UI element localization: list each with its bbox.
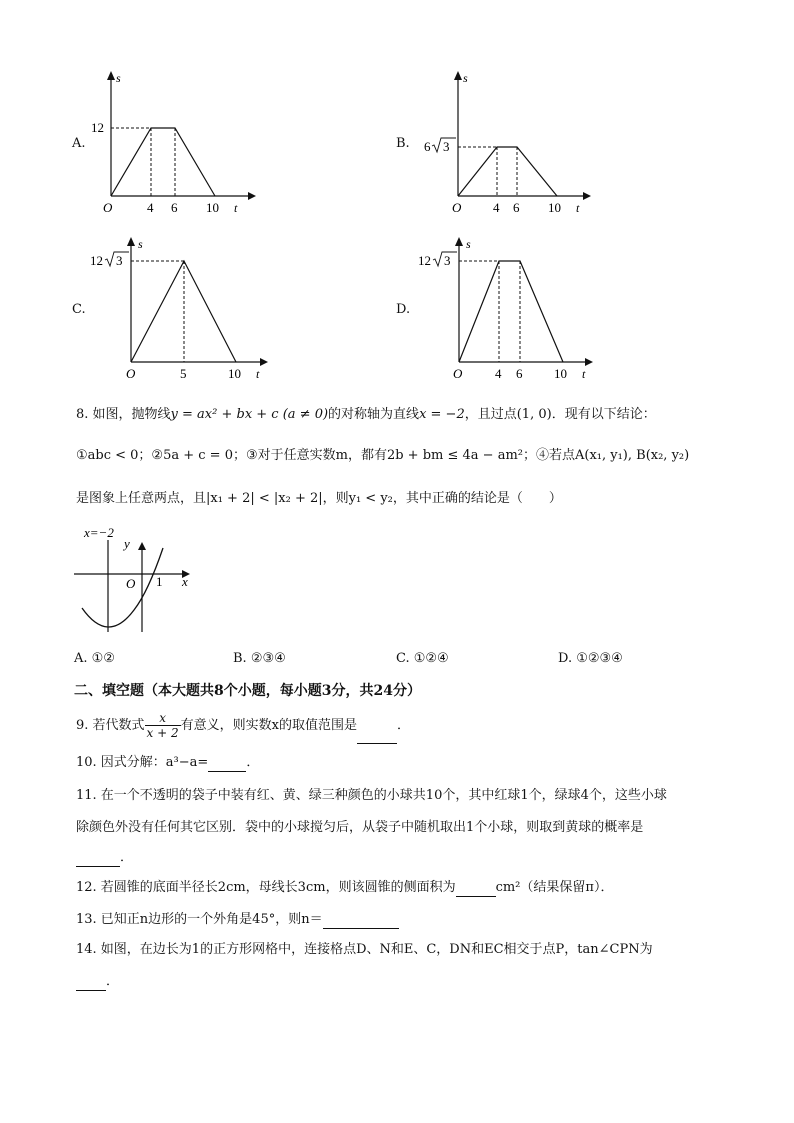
y-axis-label: s bbox=[138, 237, 143, 251]
tick-label: 10 bbox=[554, 366, 567, 381]
q12: 12. 若圆锥的底面半径长2cm，母线长3cm，则该圆锥的侧面积为 cm²（结果保留π）． bbox=[76, 880, 614, 895]
option-a-label: A. bbox=[72, 136, 86, 151]
tick-label: 4 bbox=[493, 200, 500, 215]
y-axis-label: y bbox=[124, 536, 130, 551]
tick-label: 10 bbox=[548, 200, 561, 215]
x-axis-label: x bbox=[182, 574, 188, 589]
q10-answer-blank[interactable] bbox=[208, 755, 246, 772]
q9: 9. 若代数式 $\frac{x}{x + 2}$ 有意义，则实数x的取值范围是 ． bbox=[76, 708, 410, 744]
section-2-title: 二、填空题（本大题共8个小题，每小题3分，共24分） bbox=[74, 683, 421, 699]
graph-option-b bbox=[418, 68, 593, 218]
q9-fraction: $\frac{x}{x + 2}$ bbox=[146, 711, 179, 740]
graph-option-c bbox=[88, 234, 273, 384]
y-axis-label: s bbox=[466, 237, 471, 251]
tick-label: 6 bbox=[171, 200, 178, 215]
q10: 10. 因式分解：a³−a= ． bbox=[76, 755, 260, 770]
q9-answer-blank[interactable] bbox=[357, 727, 397, 744]
s-max-coef: 6 bbox=[424, 139, 431, 154]
one-label: 1 bbox=[156, 574, 163, 589]
y-axis-label: s bbox=[463, 71, 468, 85]
origin-label: O bbox=[453, 366, 463, 381]
q11-line2: 除颜色外没有任何其它区别．袋中的小球搅匀后，从袋子中随机取出1个小球，则取到黄球的概率是 bbox=[76, 820, 644, 835]
tick-label: 6 bbox=[513, 200, 520, 215]
axis-of-symmetry-label: x=−2 bbox=[84, 525, 114, 540]
q13-answer-blank[interactable] bbox=[323, 912, 399, 929]
q8-option-b: B. ②③④ bbox=[233, 651, 286, 666]
s-max-coef: 12 bbox=[90, 253, 103, 268]
q14-line2: ． bbox=[76, 973, 119, 991]
x-axis-label: t bbox=[234, 201, 238, 215]
q8-line2: ①abc < 0；②5a + c = 0；③对于任意实数m，都有2b + bm ≤ 4a − am²；④若点A(x₁, y₁), B(x₂, y₂) bbox=[76, 448, 690, 463]
q8-option-a: A. ①② bbox=[74, 651, 115, 666]
option-d-label: D. bbox=[396, 302, 411, 317]
graph-option-a bbox=[88, 68, 258, 218]
q8-line1: 8. 如图，抛物线y = ax² + bx + c (a ≠ 0)的对称轴为直线x = −2，且过点(1, 0)．现有以下结论： bbox=[76, 407, 656, 422]
s-max-rad: 3 bbox=[444, 253, 451, 268]
q11-line3: ． bbox=[76, 849, 133, 867]
tick-label: 10 bbox=[206, 200, 219, 215]
origin-label: O bbox=[103, 200, 113, 215]
q8-option-c: C. ①②④ bbox=[396, 651, 449, 666]
option-c-label: C. bbox=[72, 302, 86, 317]
q11-answer-blank[interactable] bbox=[76, 850, 120, 867]
q11-line1: 11. 在一个不透明的袋子中装有红、黄、绿三种颜色的小球共10个，其中红球1个，绿球4个，这些小球 bbox=[76, 788, 667, 803]
x-axis-label: t bbox=[582, 367, 586, 381]
origin-label: O bbox=[126, 366, 136, 381]
y-axis-label: s bbox=[116, 71, 121, 85]
s-max-rad: 3 bbox=[443, 139, 450, 154]
origin-label: O bbox=[126, 576, 136, 591]
q8-option-d: D. ①②③④ bbox=[558, 651, 623, 666]
origin-label: O bbox=[452, 200, 462, 215]
tick-label: 4 bbox=[147, 200, 154, 215]
tick-label: 5 bbox=[180, 366, 187, 381]
x-axis-label: t bbox=[256, 367, 260, 381]
graph-option-d bbox=[418, 234, 598, 384]
option-b-label: B. bbox=[396, 136, 410, 151]
tick-label: 6 bbox=[516, 366, 523, 381]
parabola-graph bbox=[68, 520, 198, 640]
q13: 13. 已知正n边形的一个外角是45°，则n＝ bbox=[76, 911, 399, 929]
q8-line3: 是图象上任意两点，且|x₁ + 2| < |x₂ + 2|，则y₁ < y₂，其中正确的结论是（ ） bbox=[76, 491, 562, 506]
s-max-coef: 12 bbox=[418, 253, 431, 268]
x-axis-label: t bbox=[576, 201, 580, 215]
s-max-rad: 3 bbox=[116, 253, 123, 268]
q14-answer-blank[interactable] bbox=[76, 974, 106, 991]
q14-line1: 14. 如图，在边长为1的正方形网格中，连接格点D、N和E、C，DN和EC相交于点P，tan∠CPN为 bbox=[76, 942, 653, 957]
q12-answer-blank[interactable] bbox=[456, 880, 496, 897]
tick-label: 4 bbox=[495, 366, 502, 381]
tick-label: 10 bbox=[228, 366, 241, 381]
s-max-label: 12 bbox=[91, 120, 104, 135]
